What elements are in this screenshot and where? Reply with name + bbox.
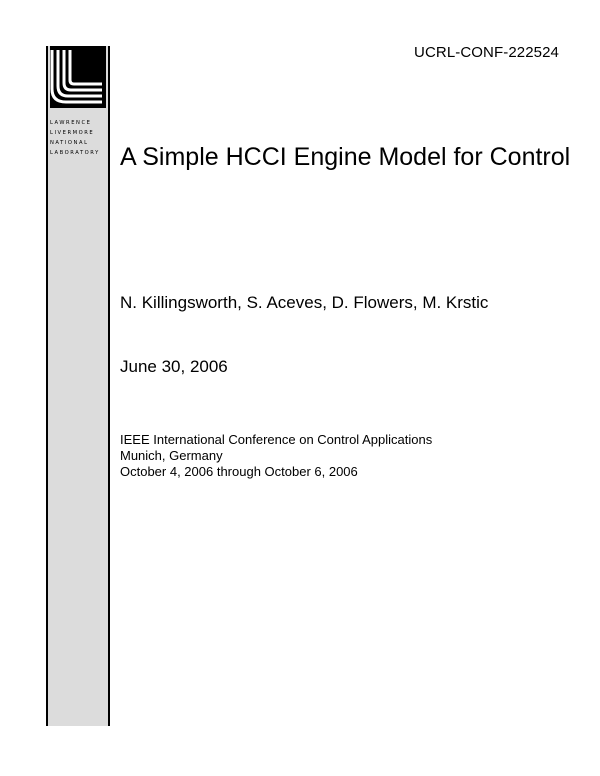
lab-name-line: LIVERMORE [50, 130, 95, 136]
conference-name: IEEE International Conference on Control Applications [120, 432, 433, 447]
document-title: A Simple HCCI Engine Model for Control [120, 143, 571, 171]
conference-info [120, 432, 432, 480]
lab-name-line: LAWRENCE [50, 120, 92, 126]
authors: N. Killingsworth, S. Aceves, D. Flowers, M. Krstic [120, 293, 489, 312]
lab-name-line: NATIONAL [50, 140, 89, 146]
document-date: June 30, 2006 [120, 357, 228, 376]
lab-name [50, 118, 106, 158]
llnl-logo-icon [50, 46, 106, 108]
report-number: UCRL-CONF-222524 [414, 44, 559, 61]
conference-dates: October 4, 2006 through October 6, 2006 [120, 464, 358, 479]
lab-name-line: LABORATORY [50, 150, 100, 156]
conference-location: Munich, Germany [120, 448, 223, 463]
